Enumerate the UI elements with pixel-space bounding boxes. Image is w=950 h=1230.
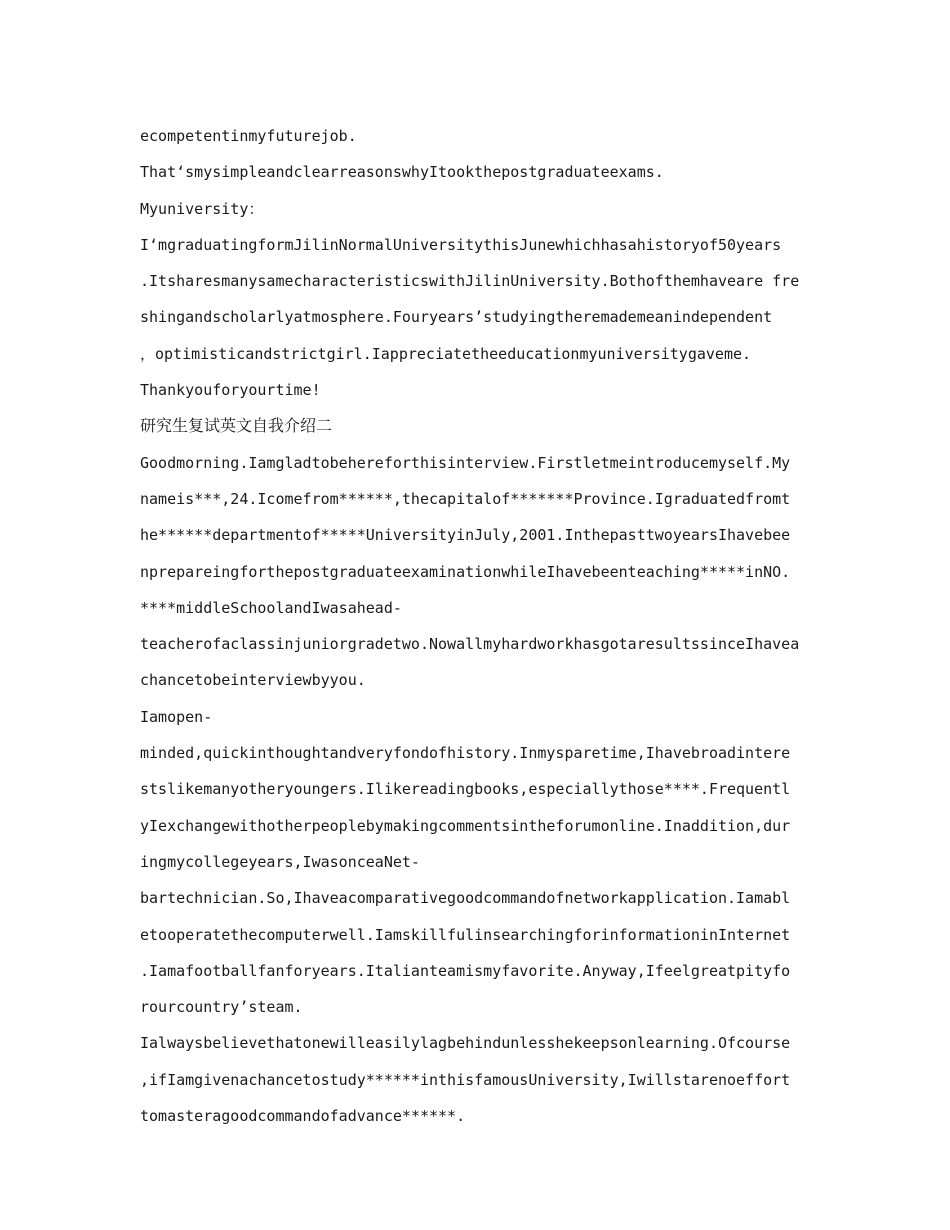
text-line: I‘mgraduatingformJilinNormalUniversitythisJunewhichhasahistoryof50years [140,235,782,254]
text-line: etooperatethecomputerwell.IamskillfulinsearchingforinformationinInternet [140,925,791,944]
text-line: ****middleSchoolandIwasahead- [140,598,402,617]
text-line: shingandscholarlyatmosphere.Fouryears’studyingtheremademeanindependent [140,308,773,327]
text-line: Ialwaysbelievethatonewilleasilylagbehindunlesshekeepsonlearning.Ofcourse [140,1034,791,1053]
text-line: teacherofaclassinjuniorgradetwo.NowallmyhardworkhasgotaresultssinceIhavea [140,635,800,654]
text-line: ，optimisticandstrictgirl.Iappreciatetheeducationmyuniversitygaveme. [140,344,752,363]
text-line: bartechnician.So,Ihaveacomparativegoodcommandofnetworkapplication.Iamabl [140,889,791,908]
text-line: he******departmentof*****UniversityinJuly,2001.InthepasttwoyearsIhavebee [140,526,791,545]
text-line: .ItsharesmanysamecharacteristicswithJilinUniversity.Bothofthemhaveare fre [140,272,800,291]
text-line: chancetobeinterviewbyyou. [140,671,366,690]
text-line: ,ifIamgivenachancetostudy******inthisfamousUniversity,Iwillstarenoeffort [140,1070,791,1089]
text-line: tomasteragoodcommandofadvance******. [140,1107,466,1126]
text-line: stslikemanyotheryoungers.Ilikereadingbooks,especiallythose****.Frequentl [140,780,791,799]
text-line: Myuniversity： [140,199,264,218]
text-line: yIexchangewithotherpeoplebymakingcommentsintheforumonline.Inaddition,dur [140,816,791,835]
text-line: minded,quickinthoughtandveryfondofhistory.Inmysparetime,Ihavebroadintere [140,744,791,763]
section-heading: 研究生复试英文自我介绍二 [140,416,333,436]
text-line: rourcountry’steam. [140,998,303,1017]
text-line: Iamopen- [140,707,213,726]
text-line: ingmycollegeyears,IwasonceaNet- [140,852,420,871]
text-line: Goodmorning.Iamgladtobehereforthisinterview.Firstletmeintroducemyself.My [140,453,791,472]
text-line: .Iamafootballfanforyears.Italianteamismyfavorite.Anyway,Ifeelgreatpityfo [140,961,791,980]
text-line: That‘smysimpleandclearreasonswhyItookthepostgraduateexams. [140,163,664,182]
text-line: nameis***,24.Icomefrom******,thecapitalof*******Province.Igraduatedfromt [140,489,791,508]
text-line: nprepareingforthepostgraduateexaminationwhileIhavebeenteaching*****inNO. [140,562,791,581]
text-line: ecompetentinmyfuturejob. [140,127,357,145]
document-body [140,118,812,1134]
text-line: Thankyouforyourtime! [140,381,321,400]
